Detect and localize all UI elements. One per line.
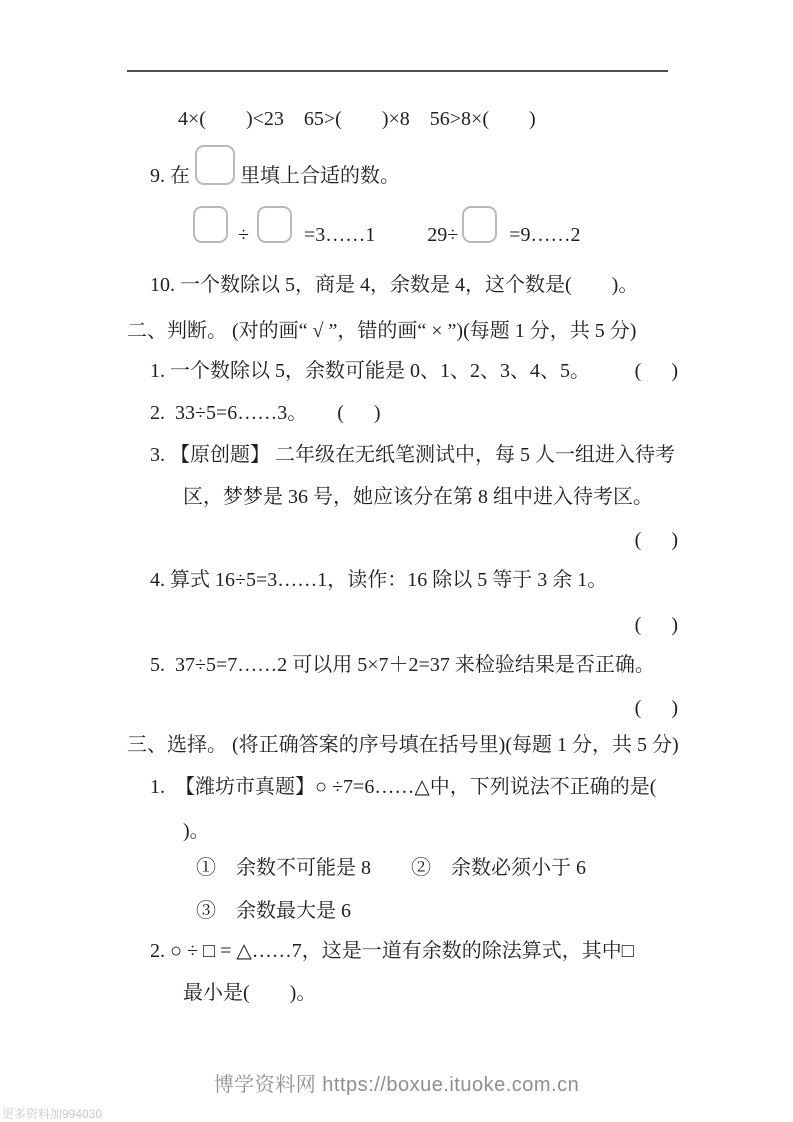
section-3-question-2-line1: 2. ○ ÷ □ = △……7，这是一道有余数的除法算式，其中□ <box>150 940 634 962</box>
footer-site-link: 博学资料网 https://boxue.ituoke.com.cn <box>213 1074 580 1096</box>
answer-parentheses: ( ) <box>634 529 678 551</box>
top-divider <box>127 70 668 72</box>
question-9-prefix: 9. 在 <box>150 165 195 187</box>
question-10: 10. 一个数除以 5，商是 4，余数是 4，这个数是( )。 <box>150 274 639 296</box>
question-9-equations <box>193 206 581 246</box>
question-text: 1. 一个数除以 5，余数可能是 0、1、2、3、4、5。 <box>150 360 590 382</box>
question-8-fill-line: 4×( )<23 65>( )×8 56>8×( ) <box>178 108 536 130</box>
section-3-question-1-options-row2: ③ 余数最大是 6 <box>196 900 351 922</box>
equation-2-prefix: 29÷ <box>427 224 459 246</box>
section-2-question-3-line1: 3. 【原创题】 二年级在无纸笔测试中，每 5 人一组进入待考 <box>150 444 675 466</box>
question-9-suffix: 里填上合适的数。 <box>235 165 400 187</box>
equation-1-result: =3……1 <box>303 224 376 246</box>
answer-parentheses: ( ) <box>634 360 678 382</box>
answer-box <box>462 206 497 243</box>
answer-box <box>257 206 292 243</box>
section-2-question-3-line2: 区，梦梦是 36 号，她应该分在第 8 组中进入待考区。 <box>183 486 653 508</box>
answer-box <box>195 145 235 185</box>
section-3-title: 三、选择。 (将正确答案的序号填在括号里)(每题 1 分，共 5 分) <box>127 734 679 756</box>
section-2-question-4: 4. 算式 16÷5=3……1，读作：16 除以 5 等于 3 余 1。 <box>150 569 608 591</box>
section-3-question-1-line2: )。 <box>183 820 210 842</box>
section-3-question-2-line2: 最小是( )。 <box>183 982 317 1004</box>
answer-parentheses: ( ) <box>634 614 678 636</box>
section-3-question-1-line1: 1. 【潍坊市真题】○ ÷7=6……△中，下列说法不正确的是( <box>150 776 657 798</box>
divide-sign: ÷ <box>238 224 249 246</box>
answer-parentheses: ( ) <box>634 697 678 719</box>
equation-2-result: =9……2 <box>509 224 581 246</box>
section-2-question-5: 5. 37÷5=7……2 可以用 5×7＋2=37 来检验结果是否正确。 <box>150 654 655 676</box>
section-2-question-2: 2. 33÷5=6……3。 ( ) <box>150 402 381 424</box>
section-3-question-1-options-row1: ① 余数不可能是 8 ② 余数必须小于 6 <box>196 857 586 879</box>
section-2-title: 二、判断。 (对的画“ √ ”，错的画“ × ”)(每题 1 分，共 5 分) <box>127 320 637 342</box>
answer-box <box>193 206 228 243</box>
section-2-question-1 <box>150 358 678 384</box>
question-9-stem <box>150 145 400 185</box>
watermark-text: 更多资料加994030 <box>2 1107 103 1121</box>
